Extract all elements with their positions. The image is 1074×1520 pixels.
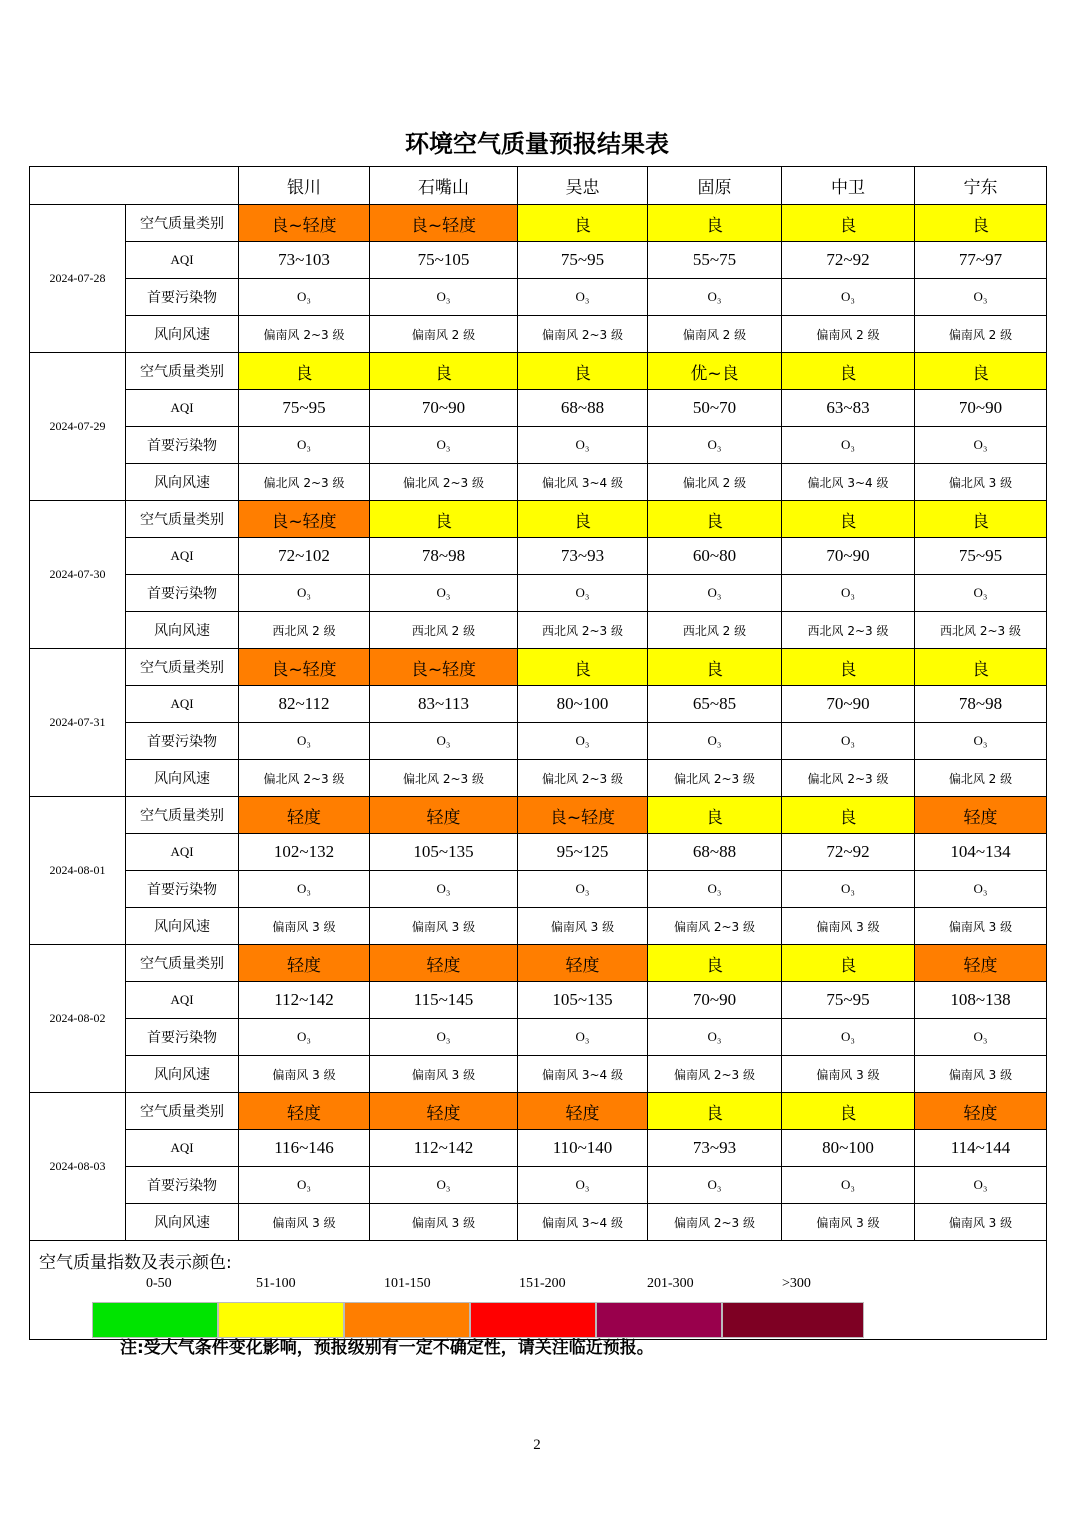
legend-title: 空气质量指数及表示颜色: [39, 1253, 232, 1273]
pollutant-row [30, 575, 1047, 612]
aqi-cell: 60~80 [648, 538, 782, 575]
pollutant-cell: O₃ [239, 279, 370, 316]
wind-cell: 偏北风 2~3 级 [782, 760, 915, 797]
legend-range-label: 201-300 [647, 1276, 694, 1291]
pollutant-cell: O₃ [915, 723, 1047, 760]
pollutant-cell: O₃ [370, 1019, 518, 1056]
category-cell: 良 [648, 945, 782, 982]
legend-range-label: 51-100 [256, 1276, 296, 1291]
category-row [30, 501, 1047, 538]
wind-cell: 偏南风 3 级 [518, 908, 648, 945]
pollutant-cell: O₃ [370, 575, 518, 612]
legend-range-label: 101-150 [384, 1276, 431, 1291]
pollutant-label: 首要污染物 [126, 1019, 239, 1056]
aqi-cell: 95~125 [518, 834, 648, 871]
aqi-cell: 77~97 [915, 242, 1047, 279]
aqi-cell: 75~95 [782, 982, 915, 1019]
pollutant-label: 首要污染物 [126, 1167, 239, 1204]
aqi-label: AQI [126, 390, 239, 427]
pollutant-cell: O₃ [239, 1167, 370, 1204]
aqi-row [30, 538, 1047, 575]
wind-row [30, 760, 1047, 797]
aqi-cell: 70~90 [782, 538, 915, 575]
forecast-date: 2024-07-29 [30, 353, 126, 501]
wind-label: 风向风速 [126, 1204, 239, 1241]
city-header: 银川 [239, 167, 370, 205]
pollutant-cell: O₃ [239, 871, 370, 908]
aqi-cell: 55~75 [648, 242, 782, 279]
pollutant-cell: O₃ [648, 723, 782, 760]
wind-cell: 偏北风 3~4 级 [518, 464, 648, 501]
wind-cell: 偏南风 3 级 [239, 1056, 370, 1093]
pollutant-cell: O₃ [370, 427, 518, 464]
legend-row [30, 1241, 1047, 1340]
wind-label: 风向风速 [126, 1056, 239, 1093]
aqi-label: AQI [126, 242, 239, 279]
category-cell: 良 [915, 501, 1047, 538]
wind-cell: 偏南风 2 级 [370, 316, 518, 353]
aqi-cell: 105~135 [518, 982, 648, 1019]
aqi-cell: 115~145 [370, 982, 518, 1019]
pollutant-cell: O₃ [648, 1019, 782, 1056]
wind-cell: 偏北风 2~3 级 [239, 464, 370, 501]
aqi-cell: 50~70 [648, 390, 782, 427]
forecast-date: 2024-07-30 [30, 501, 126, 649]
pollutant-cell: O₃ [370, 1167, 518, 1204]
wind-cell: 偏南风 2~3 级 [239, 316, 370, 353]
city-header: 石嘴山 [370, 167, 518, 205]
pollutant-cell: O₃ [648, 871, 782, 908]
category-cell: 良 [782, 353, 915, 390]
wind-label: 风向风速 [126, 316, 239, 353]
aqi-cell: 108~138 [915, 982, 1047, 1019]
category-cell: 良 [648, 205, 782, 242]
pollutant-cell: O₃ [782, 1019, 915, 1056]
aqi-cell: 80~100 [782, 1130, 915, 1167]
category-cell: 良 [915, 205, 1047, 242]
category-cell: 良 [915, 649, 1047, 686]
wind-cell: 偏南风 2~3 级 [648, 908, 782, 945]
category-cell: 良 [648, 797, 782, 834]
wind-cell: 偏南风 3 级 [915, 908, 1047, 945]
category-cell: 良~轻度 [239, 205, 370, 242]
aqi-row [30, 242, 1047, 279]
category-label: 空气质量类别 [126, 945, 239, 982]
aqi-cell: 114~144 [915, 1130, 1047, 1167]
wind-cell: 偏南风 3~4 级 [518, 1204, 648, 1241]
aqi-cell: 116~146 [239, 1130, 370, 1167]
aqi-cell: 104~134 [915, 834, 1047, 871]
aqi-row [30, 1130, 1047, 1167]
legend-range-label: 151-200 [519, 1276, 566, 1291]
wind-cell: 偏北风 2 级 [648, 464, 782, 501]
forecast-date: 2024-07-31 [30, 649, 126, 797]
wind-cell: 西北风 2~3 级 [518, 612, 648, 649]
category-cell: 良 [915, 353, 1047, 390]
pollutant-row [30, 1167, 1047, 1204]
aqi-cell: 72~92 [782, 242, 915, 279]
aqi-row [30, 390, 1047, 427]
pollutant-cell: O₃ [518, 1167, 648, 1204]
aqi-label: AQI [126, 982, 239, 1019]
category-cell: 良 [518, 205, 648, 242]
wind-cell: 偏南风 2 级 [915, 316, 1047, 353]
category-cell: 良 [782, 501, 915, 538]
wind-cell: 偏北风 2~3 级 [518, 760, 648, 797]
category-cell: 轻度 [239, 797, 370, 834]
category-cell: 良 [370, 353, 518, 390]
wind-cell: 偏北风 2~3 级 [370, 760, 518, 797]
category-cell: 良 [518, 501, 648, 538]
category-cell: 良~轻度 [370, 205, 518, 242]
pollutant-cell: O₃ [518, 575, 648, 612]
aqi-cell: 78~98 [915, 686, 1047, 723]
category-cell: 良~轻度 [239, 649, 370, 686]
aqi-cell: 83~113 [370, 686, 518, 723]
aqi-cell: 68~88 [518, 390, 648, 427]
aqi-label: AQI [126, 686, 239, 723]
aqi-cell: 73~103 [239, 242, 370, 279]
aqi-cell: 80~100 [518, 686, 648, 723]
aqi-row [30, 686, 1047, 723]
category-cell: 良 [782, 1093, 915, 1130]
category-cell: 良 [518, 649, 648, 686]
wind-cell: 偏北风 3 级 [915, 464, 1047, 501]
aqi-cell: 65~85 [648, 686, 782, 723]
aqi-cell: 102~132 [239, 834, 370, 871]
aqi-cell: 70~90 [915, 390, 1047, 427]
category-cell: 良~轻度 [518, 797, 648, 834]
pollutant-row [30, 871, 1047, 908]
wind-cell: 偏南风 2~3 级 [648, 1056, 782, 1093]
pollutant-cell: O₃ [782, 427, 915, 464]
pollutant-cell: O₃ [782, 575, 915, 612]
pollutant-cell: O₃ [915, 1167, 1047, 1204]
wind-cell: 偏南风 3~4 级 [518, 1056, 648, 1093]
category-cell: 轻度 [915, 945, 1047, 982]
forecast-date: 2024-08-01 [30, 797, 126, 945]
category-label: 空气质量类别 [126, 353, 239, 390]
pollutant-cell: O₃ [518, 427, 648, 464]
wind-cell: 西北风 2~3 级 [915, 612, 1047, 649]
aqi-cell: 72~92 [782, 834, 915, 871]
wind-cell: 偏南风 2 级 [648, 316, 782, 353]
pollutant-cell: O₃ [518, 723, 648, 760]
category-cell: 轻度 [239, 1093, 370, 1130]
forecast-date: 2024-08-02 [30, 945, 126, 1093]
pollutant-label: 首要污染物 [126, 723, 239, 760]
pollutant-cell: O₃ [915, 427, 1047, 464]
pollutant-cell: O₃ [648, 1167, 782, 1204]
wind-cell: 偏南风 2~3 级 [648, 1204, 782, 1241]
aqi-cell: 110~140 [518, 1130, 648, 1167]
aqi-cell: 82~112 [239, 686, 370, 723]
pollutant-row [30, 279, 1047, 316]
pollutant-cell: O₃ [239, 1019, 370, 1056]
city-header: 固原 [648, 167, 782, 205]
wind-row [30, 1056, 1047, 1093]
forecast-note: 注:受大气条件变化影响，预报级别有一定不确定性，请关注临近预报。 [120, 1338, 654, 1358]
legend-swatch-over-300 [722, 1302, 864, 1338]
pollutant-row [30, 1019, 1047, 1056]
pollutant-cell: O₃ [915, 279, 1047, 316]
wind-row [30, 316, 1047, 353]
wind-cell: 偏南风 3 级 [239, 908, 370, 945]
wind-cell: 偏南风 3 级 [915, 1056, 1047, 1093]
category-cell: 轻度 [518, 1093, 648, 1130]
wind-cell: 偏南风 3 级 [782, 908, 915, 945]
aqi-cell: 73~93 [648, 1130, 782, 1167]
wind-cell: 偏北风 2~3 级 [648, 760, 782, 797]
header-row [30, 167, 1047, 205]
forecast-date: 2024-08-03 [30, 1093, 126, 1241]
forecast-table [29, 166, 1047, 1340]
pollutant-row [30, 723, 1047, 760]
wind-cell: 西北风 2 级 [370, 612, 518, 649]
aqi-cell: 73~93 [518, 538, 648, 575]
category-cell: 良 [370, 501, 518, 538]
pollutant-cell: O₃ [648, 575, 782, 612]
category-cell: 良 [518, 353, 648, 390]
wind-cell: 偏北风 2~3 级 [370, 464, 518, 501]
pollutant-label: 首要污染物 [126, 427, 239, 464]
category-cell: 良 [782, 945, 915, 982]
aqi-row [30, 982, 1047, 1019]
aqi-cell: 70~90 [648, 982, 782, 1019]
category-cell: 轻度 [915, 797, 1047, 834]
wind-cell: 偏南风 3 级 [370, 1204, 518, 1241]
wind-cell: 偏北风 3~4 级 [782, 464, 915, 501]
wind-cell: 偏南风 3 级 [239, 1204, 370, 1241]
legend-ranges [92, 1276, 892, 1294]
pollutant-label: 首要污染物 [126, 575, 239, 612]
aqi-cell: 70~90 [782, 686, 915, 723]
category-cell: 良 [648, 1093, 782, 1130]
wind-row [30, 464, 1047, 501]
wind-cell: 偏南风 3 级 [370, 908, 518, 945]
category-row [30, 1093, 1047, 1130]
pollutant-label: 首要污染物 [126, 279, 239, 316]
aqi-cell: 63~83 [782, 390, 915, 427]
aqi-cell: 75~95 [239, 390, 370, 427]
aqi-cell: 78~98 [370, 538, 518, 575]
legend-range-label: 0-50 [146, 1276, 172, 1291]
aqi-cell: 72~102 [239, 538, 370, 575]
wind-row [30, 1204, 1047, 1241]
category-cell: 良 [782, 797, 915, 834]
pollutant-cell: O₃ [915, 1019, 1047, 1056]
city-header: 吴忠 [518, 167, 648, 205]
pollutant-cell: O₃ [239, 575, 370, 612]
wind-cell: 西北风 2 级 [239, 612, 370, 649]
pollutant-cell: O₃ [782, 723, 915, 760]
legend [30, 1241, 1047, 1340]
wind-cell: 偏南风 2 级 [782, 316, 915, 353]
city-header: 中卫 [782, 167, 915, 205]
wind-cell: 偏南风 3 级 [915, 1204, 1047, 1241]
pollutant-cell: O₃ [370, 723, 518, 760]
category-row [30, 649, 1047, 686]
pollutant-cell: O₃ [239, 723, 370, 760]
wind-row [30, 908, 1047, 945]
category-row [30, 353, 1047, 390]
aqi-label: AQI [126, 538, 239, 575]
aqi-cell: 75~105 [370, 242, 518, 279]
category-cell: 优~良 [648, 353, 782, 390]
header-corner [30, 167, 239, 205]
pollutant-cell: O₃ [782, 871, 915, 908]
aqi-row [30, 834, 1047, 871]
pollutant-cell: O₃ [370, 279, 518, 316]
pollutant-cell: O₃ [915, 575, 1047, 612]
wind-cell: 偏南风 2~3 级 [518, 316, 648, 353]
category-cell: 轻度 [370, 945, 518, 982]
pollutant-cell: O₃ [782, 1167, 915, 1204]
wind-cell: 偏北风 2~3 级 [239, 760, 370, 797]
pollutant-cell: O₃ [370, 871, 518, 908]
wind-row [30, 612, 1047, 649]
wind-label: 风向风速 [126, 464, 239, 501]
aqi-label: AQI [126, 834, 239, 871]
pollutant-cell: O₃ [518, 279, 648, 316]
category-cell: 轻度 [915, 1093, 1047, 1130]
category-label: 空气质量类别 [126, 1093, 239, 1130]
aqi-label: AQI [126, 1130, 239, 1167]
category-cell: 轻度 [239, 945, 370, 982]
pollutant-cell: O₃ [648, 427, 782, 464]
aqi-cell: 75~95 [915, 538, 1047, 575]
aqi-cell: 112~142 [370, 1130, 518, 1167]
pollutant-cell: O₃ [239, 427, 370, 464]
category-cell: 轻度 [518, 945, 648, 982]
city-header: 宁东 [915, 167, 1047, 205]
category-cell: 轻度 [370, 797, 518, 834]
category-label: 空气质量类别 [126, 205, 239, 242]
wind-label: 风向风速 [126, 760, 239, 797]
wind-cell: 西北风 2 级 [648, 612, 782, 649]
forecast-date: 2024-07-28 [30, 205, 126, 353]
category-cell: 良 [648, 501, 782, 538]
wind-label: 风向风速 [126, 612, 239, 649]
pollutant-cell: O₃ [648, 279, 782, 316]
pollutant-label: 首要污染物 [126, 871, 239, 908]
category-label: 空气质量类别 [126, 649, 239, 686]
category-label: 空气质量类别 [126, 501, 239, 538]
category-cell: 良 [782, 649, 915, 686]
aqi-cell: 68~88 [648, 834, 782, 871]
wind-cell: 偏南风 3 级 [782, 1056, 915, 1093]
pollutant-cell: O₃ [915, 871, 1047, 908]
category-row [30, 205, 1047, 242]
aqi-cell: 112~142 [239, 982, 370, 1019]
legend-range-label: >300 [782, 1276, 811, 1291]
wind-label: 风向风速 [126, 908, 239, 945]
category-cell: 良~轻度 [370, 649, 518, 686]
wind-cell: 西北风 2~3 级 [782, 612, 915, 649]
category-cell: 良 [239, 353, 370, 390]
wind-cell: 偏南风 3 级 [782, 1204, 915, 1241]
aqi-cell: 105~135 [370, 834, 518, 871]
pollutant-cell: O₃ [518, 1019, 648, 1056]
aqi-cell: 70~90 [370, 390, 518, 427]
wind-cell: 偏南风 3 级 [370, 1056, 518, 1093]
category-cell: 轻度 [370, 1093, 518, 1130]
pollutant-cell: O₃ [518, 871, 648, 908]
wind-cell: 偏北风 2 级 [915, 760, 1047, 797]
category-row [30, 797, 1047, 834]
page-number: 2 [533, 1437, 541, 1453]
category-cell: 良~轻度 [239, 501, 370, 538]
pollutant-cell: O₃ [782, 279, 915, 316]
category-row [30, 945, 1047, 982]
category-label: 空气质量类别 [126, 797, 239, 834]
aqi-cell: 75~95 [518, 242, 648, 279]
category-cell: 良 [648, 649, 782, 686]
page-title: 环境空气质量预报结果表 [405, 130, 669, 158]
pollutant-row [30, 427, 1047, 464]
category-cell: 良 [782, 205, 915, 242]
